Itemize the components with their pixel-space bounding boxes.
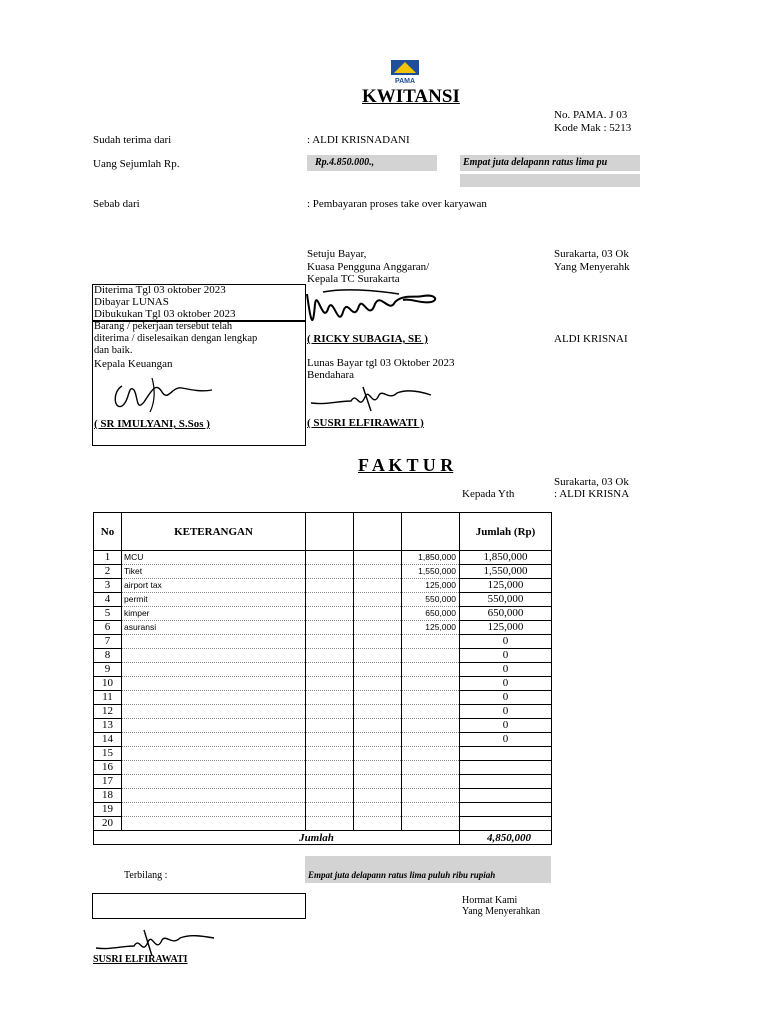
- amount-words-field: [460, 155, 640, 171]
- row-empty-2: [354, 817, 402, 831]
- row-empty-2: [354, 803, 402, 817]
- row-no: 13: [94, 719, 122, 733]
- reason-value: : Pembayaran proses take over karyawan: [307, 198, 487, 210]
- table-row: [94, 761, 552, 775]
- row-empty-2: [354, 593, 402, 607]
- kwitansi-title: KWITANSI: [362, 86, 460, 107]
- row-price: [402, 761, 460, 775]
- row-price: [402, 649, 460, 663]
- kepada-value: : ALDI KRISNA: [554, 488, 630, 500]
- row-price: [402, 747, 460, 761]
- row-empty-1: [306, 635, 354, 649]
- row-price: 650,000: [402, 607, 460, 621]
- row-no: 2: [94, 565, 122, 579]
- row-empty-1: [306, 551, 354, 565]
- row-no: 5: [94, 607, 122, 621]
- lunas-bayar: Lunas Bayar tgl 03 Oktober 2023: [307, 357, 455, 369]
- row-empty-1: [306, 761, 354, 775]
- row-empty-1: [306, 817, 354, 831]
- row-jumlah: 0: [460, 719, 552, 733]
- row-jumlah: 125,000: [460, 579, 552, 593]
- header-jumlah: Jumlah (Rp): [460, 513, 552, 551]
- row-price: 1,550,000: [402, 565, 460, 579]
- row-keterangan: [122, 789, 306, 803]
- row-empty-1: [306, 621, 354, 635]
- received-from-label: Sudah terima dari: [93, 134, 172, 146]
- row-empty-1: [306, 789, 354, 803]
- row-no: 1: [94, 551, 122, 565]
- row-no: 20: [94, 817, 122, 831]
- row-keterangan: [122, 677, 306, 691]
- row-keterangan: [122, 663, 306, 677]
- row-price: [402, 663, 460, 677]
- submitter-name: ALDI KRISNAI: [554, 333, 628, 345]
- amount-label: Uang Sejumlah Rp.: [93, 158, 180, 170]
- row-no: 9: [94, 663, 122, 677]
- total-label: Jumlah: [94, 831, 460, 845]
- row-keterangan: [122, 803, 306, 817]
- row-no: 15: [94, 747, 122, 761]
- header-no: No: [94, 513, 122, 551]
- row-empty-2: [354, 635, 402, 649]
- row-jumlah: 650,000: [460, 607, 552, 621]
- row-empty-2: [354, 551, 402, 565]
- table-row: [94, 635, 552, 649]
- row-price: [402, 705, 460, 719]
- row-jumlah: 0: [460, 733, 552, 747]
- row-empty-2: [354, 663, 402, 677]
- row-empty-1: [306, 677, 354, 691]
- amount-words: Empat juta delapann ratus lima pu: [463, 157, 608, 168]
- bendahara-label: Bendahara: [307, 369, 355, 381]
- row-empty-2: [354, 775, 402, 789]
- row-jumlah: 1,850,000: [460, 551, 552, 565]
- table-row: [94, 663, 552, 677]
- pama-logo: [388, 60, 422, 84]
- row-empty-2: [354, 761, 402, 775]
- note-line-2: diterima / diselesaikan dengan lengkap: [94, 333, 258, 344]
- amount-value: Rp.4.850.000.,: [315, 157, 375, 168]
- row-empty-2: [354, 621, 402, 635]
- footer-yang-menyerahkan: Yang Menyerahkan: [462, 906, 541, 917]
- header-empty-1: [306, 513, 354, 551]
- row-no: 12: [94, 705, 122, 719]
- row-jumlah: [460, 789, 552, 803]
- table-row: [94, 593, 552, 607]
- diterima-tgl: Diterima Tgl 03 oktober 2023: [94, 284, 226, 296]
- setuju-bayar: Setuju Bayar,: [307, 248, 367, 260]
- row-empty-1: [306, 803, 354, 817]
- row-empty-1: [306, 719, 354, 733]
- header-empty-3: [402, 513, 460, 551]
- finance-name: ( SR IMULYANI, S.Sos ): [94, 418, 210, 430]
- note-line-1: Barang / pekerjaan tersebut telah: [94, 321, 233, 332]
- approver-signature: [303, 284, 443, 334]
- table-row: [94, 789, 552, 803]
- row-no: 18: [94, 789, 122, 803]
- kode-mak: Kode Mak : 5213: [554, 122, 632, 134]
- row-empty-1: [306, 565, 354, 579]
- row-empty-2: [354, 607, 402, 621]
- kuasa-pengguna: Kuasa Pengguna Anggaran/: [307, 261, 430, 273]
- faktur-place-date: Surakarta, 03 Ok: [554, 476, 629, 488]
- row-empty-1: [306, 775, 354, 789]
- treasurer-name: ( SUSRI ELFIRAWATI ): [307, 417, 424, 429]
- row-empty-2: [354, 649, 402, 663]
- table-row: [94, 705, 552, 719]
- row-empty-1: [306, 691, 354, 705]
- row-keterangan: permit: [122, 593, 306, 607]
- row-price: 1,850,000: [402, 551, 460, 565]
- kepala-tc: Kepala TC Surakarta: [307, 273, 400, 285]
- row-no: 4: [94, 593, 122, 607]
- kepala-keuangan: Kepala Keuangan: [94, 358, 173, 370]
- row-jumlah: [460, 761, 552, 775]
- row-price: [402, 789, 460, 803]
- dibukukan-tgl: Dibukukan Tgl 03 oktober 2023: [94, 308, 236, 320]
- footer-signer-name: SUSRI ELFIRAWATI: [93, 954, 188, 965]
- row-no: 7: [94, 635, 122, 649]
- logo-text: PAMA: [394, 78, 416, 84]
- hormat-kami: Hormat Kami: [462, 895, 518, 906]
- row-price: 125,000: [402, 579, 460, 593]
- row-empty-2: [354, 677, 402, 691]
- row-jumlah: 0: [460, 649, 552, 663]
- row-jumlah: 125,000: [460, 621, 552, 635]
- reason-label: Sebab dari: [93, 198, 140, 210]
- header-empty-2: [354, 513, 402, 551]
- row-empty-1: [306, 593, 354, 607]
- row-price: [402, 691, 460, 705]
- row-jumlah: 0: [460, 705, 552, 719]
- row-keterangan: [122, 691, 306, 705]
- table-row: [94, 817, 552, 831]
- table-row: [94, 579, 552, 593]
- row-keterangan: [122, 817, 306, 831]
- row-keterangan: Tiket: [122, 565, 306, 579]
- faktur-table: [93, 512, 552, 845]
- row-empty-1: [306, 705, 354, 719]
- row-jumlah: 0: [460, 691, 552, 705]
- row-keterangan: asuransi: [122, 621, 306, 635]
- row-empty-2: [354, 705, 402, 719]
- finance-signature: [92, 372, 222, 416]
- row-no: 17: [94, 775, 122, 789]
- row-no: 10: [94, 677, 122, 691]
- row-jumlah: [460, 747, 552, 761]
- approver-name: ( RICKY SUBAGIA, SE ): [307, 333, 428, 345]
- faktur-title: F A K T U R: [358, 455, 454, 475]
- yang-menyerahkan: Yang Menyerahk: [554, 261, 630, 273]
- row-no: 8: [94, 649, 122, 663]
- row-no: 14: [94, 733, 122, 747]
- row-jumlah: [460, 803, 552, 817]
- row-price: 550,000: [402, 593, 460, 607]
- table-row: [94, 649, 552, 663]
- row-keterangan: [122, 649, 306, 663]
- row-price: [402, 803, 460, 817]
- row-keterangan: [122, 761, 306, 775]
- row-price: [402, 719, 460, 733]
- place-date: Surakarta, 03 Ok: [554, 248, 629, 260]
- table-row: [94, 677, 552, 691]
- notes-box[interactable]: [92, 893, 306, 919]
- table-row: [94, 719, 552, 733]
- row-empty-2: [354, 733, 402, 747]
- row-keterangan: [122, 733, 306, 747]
- row-price: 125,000: [402, 621, 460, 635]
- row-keterangan: [122, 775, 306, 789]
- row-empty-1: [306, 733, 354, 747]
- table-row: [94, 565, 552, 579]
- row-price: [402, 733, 460, 747]
- row-keterangan: [122, 705, 306, 719]
- ref-number: No. PAMA. J 03: [554, 109, 628, 121]
- note-line-3: dan baik.: [94, 345, 133, 356]
- amount-words-field-2: [460, 174, 640, 187]
- table-row: [94, 775, 552, 789]
- table-row: [94, 803, 552, 817]
- table-row: [94, 607, 552, 621]
- row-no: 16: [94, 761, 122, 775]
- received-from-value: : ALDI KRISNADANI: [307, 134, 410, 146]
- terbilang-value: Empat juta delapann ratus lima puluh ribu rupiah: [308, 870, 496, 880]
- table-row: [94, 691, 552, 705]
- row-keterangan: [122, 719, 306, 733]
- row-empty-2: [354, 747, 402, 761]
- row-keterangan: [122, 747, 306, 761]
- terbilang-label: Terbilang :: [124, 870, 168, 881]
- dibayar-lunas: Dibayar LUNAS: [94, 296, 169, 308]
- row-price: [402, 635, 460, 649]
- row-price: [402, 817, 460, 831]
- table-header-row: [94, 513, 552, 551]
- table-total-row: [94, 831, 552, 845]
- total-value: 4,850,000: [460, 831, 552, 845]
- row-empty-2: [354, 691, 402, 705]
- treasurer-signature: [307, 381, 447, 417]
- row-jumlah: 0: [460, 663, 552, 677]
- row-no: 19: [94, 803, 122, 817]
- table-row: [94, 733, 552, 747]
- row-keterangan: airport tax: [122, 579, 306, 593]
- row-jumlah: [460, 775, 552, 789]
- row-empty-2: [354, 579, 402, 593]
- row-empty-1: [306, 607, 354, 621]
- row-empty-1: [306, 649, 354, 663]
- row-jumlah: 550,000: [460, 593, 552, 607]
- row-keterangan: MCU: [122, 551, 306, 565]
- row-empty-2: [354, 719, 402, 733]
- header-keterangan: KETERANGAN: [122, 513, 306, 551]
- row-no: 11: [94, 691, 122, 705]
- row-jumlah: 1,550,000: [460, 565, 552, 579]
- row-no: 3: [94, 579, 122, 593]
- row-empty-2: [354, 789, 402, 803]
- row-empty-2: [354, 565, 402, 579]
- kepada-label: Kepada Yth: [462, 488, 515, 500]
- row-jumlah: 0: [460, 677, 552, 691]
- table-row: [94, 747, 552, 761]
- row-no: 6: [94, 621, 122, 635]
- row-price: [402, 677, 460, 691]
- row-keterangan: [122, 635, 306, 649]
- row-jumlah: [460, 817, 552, 831]
- row-keterangan: kimper: [122, 607, 306, 621]
- row-empty-1: [306, 579, 354, 593]
- terbilang-field: [305, 856, 551, 883]
- row-empty-1: [306, 663, 354, 677]
- table-row: [94, 551, 552, 565]
- row-price: [402, 775, 460, 789]
- table-row: [94, 621, 552, 635]
- row-jumlah: 0: [460, 635, 552, 649]
- row-empty-1: [306, 747, 354, 761]
